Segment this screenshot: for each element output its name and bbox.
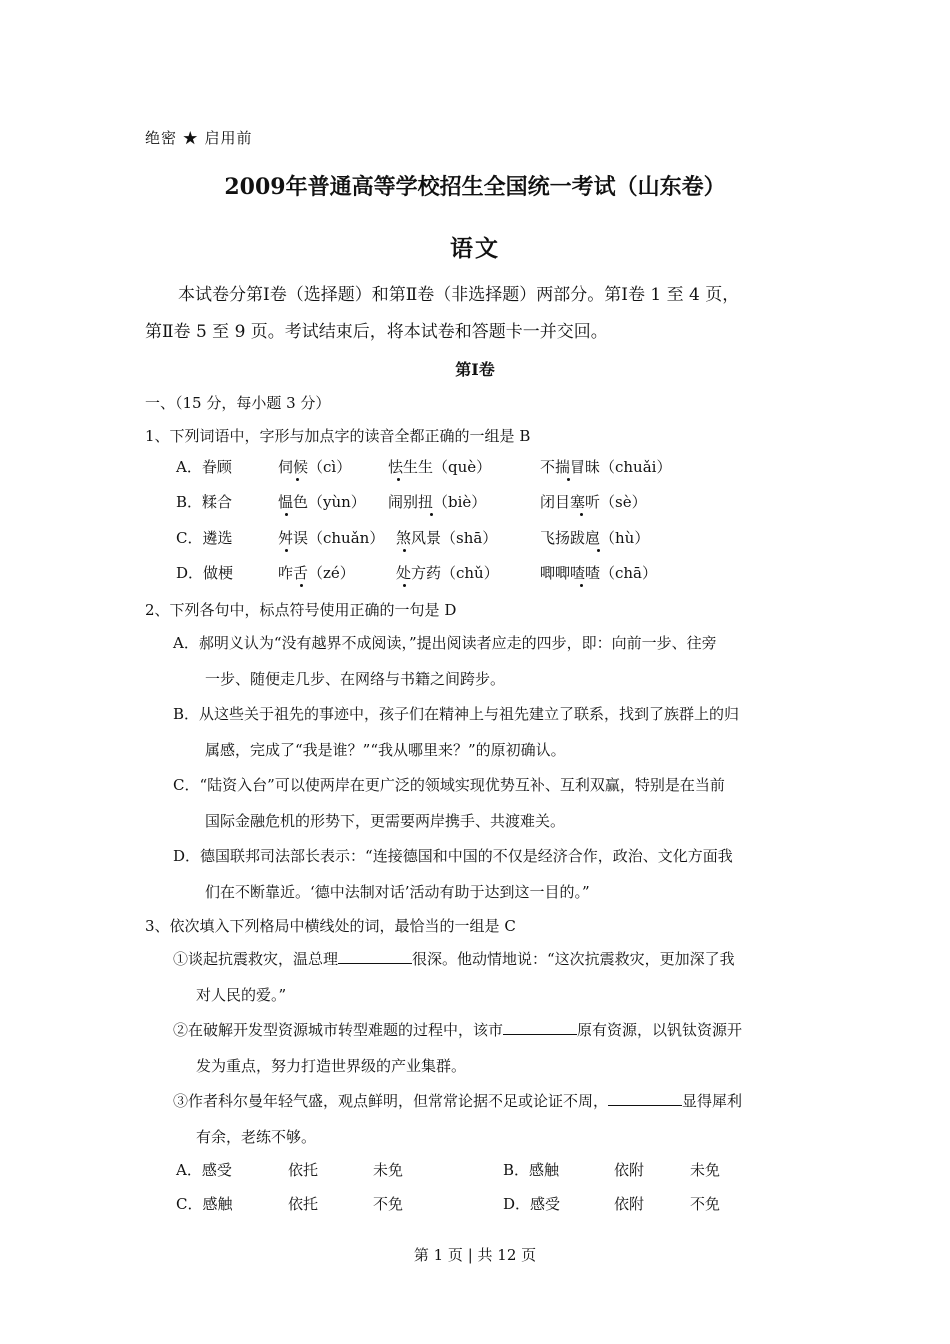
q2-stem: 2、下列各句中，标点符号使用正确的一句是 D [145,601,457,619]
q3-stem: 3、依次填入下列格局中横线处的词，最恰当的一组是 C [145,917,516,935]
q3-sentence-3: ③作者科尔曼年轻气盛，观点鲜明，但常常论据不足或论证不周， 显得犀利 [173,1092,743,1110]
blank-1 [338,949,412,964]
subject-title: 语文 [450,235,500,262]
q3-sentence-1-cont: 对人民的爱。” [196,986,287,1004]
q2-option-d-line-1: D．德国联邦司法部长表示：“连接德国和中国的不仅是经济合作，政治、文化方面我 [173,847,733,865]
q2-option-a-line-2: 一步、随便走几步、在网络与书籍之间跨步。 [205,670,506,688]
q2-option-c-line-2: 国际金融危机的形势下，更需要两岸携手、共渡难关。 [205,812,566,830]
q1-stem: 1、下列词语中，字形与加点字的读音全都正确的一组是 B [145,427,531,445]
intro-line-2: 第Ⅱ卷 5 至 9 页。考试结束后，将本试卷和答题卡一并交回。 [145,322,608,342]
q2-option-a-line-1: A．郝明义认为“没有越界不成阅读，”提出阅读者应走的四步，即：向前一步、往旁 [173,634,717,652]
blank-3 [608,1091,682,1106]
q3-sentence-2-cont: 发为重点，努力打造世界级的产业集群。 [196,1057,467,1075]
q3-sentence-2: ②在破解开发型资源城市转型难题的过程中，该市 原有资源，以钒钛资源开 [173,1021,743,1039]
q2-option-b-line-2: 属感，完成了“我是谁？”“我从哪里来？”的原初确认。 [205,741,566,759]
section-heading: 一、（15 分，每小题 3 分） [145,394,331,412]
exam-title: 2009年普通高等学校招生全国统一考试（山东卷） [224,174,726,200]
intro-line-1: 本试卷分第Ⅰ卷（选择题）和第Ⅱ卷（非选择题）两部分。第Ⅰ卷 1 至 4 页， [178,285,740,305]
q3-sentence-3-cont: 有余，老练不够。 [196,1128,317,1146]
blank-2 [503,1020,577,1035]
q2-option-c-line-1: C．“陆资入台”可以使两岸在更广泛的领域实现优势互补、互利双赢，特别是在当前 [173,776,725,794]
q2-option-b-line-1: B．从这些关于祖先的事迹中，孩子们在精神上与祖先建立了联系，找到了族群上的归 [173,705,740,723]
q2-option-d-line-2: 们在不断靠近。‘德中法制对话’活动有助于达到这一目的。” [205,883,590,901]
confidential-mark: 绝密 ★ 启用前 [145,129,253,147]
q3-sentence-1: ①谈起抗震救灾，温总理 很深。他动情地说：“这次抗震救灾，更加深了我 [173,950,735,968]
part-title: 第Ⅰ卷 [455,360,495,379]
page-footer: 第 1 页 | 共 12 页 [413,1246,537,1264]
